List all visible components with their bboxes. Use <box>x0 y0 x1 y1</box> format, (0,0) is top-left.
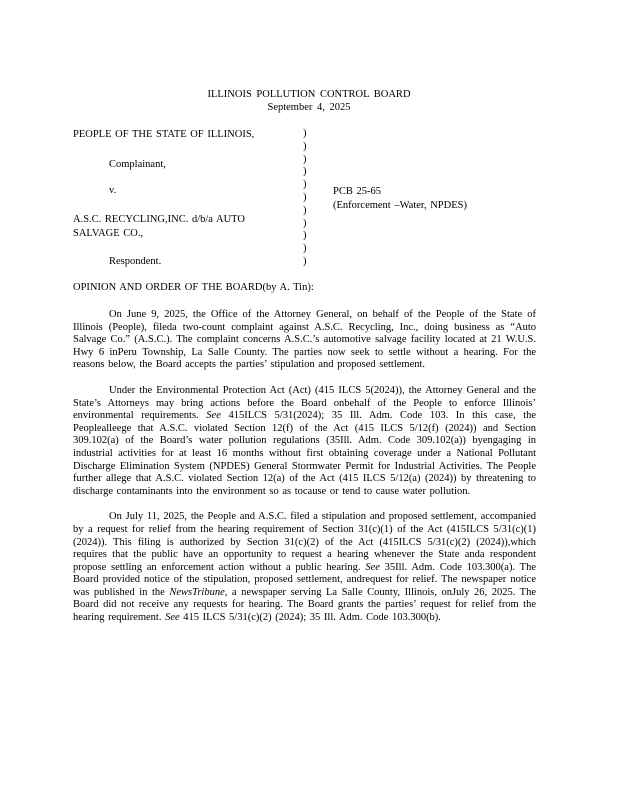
paragraph-3-text-c: , a newspaper serving La Salle County, Illinois, onJuly 26, 2025. The Board did not receive any requests for hearing. The Board grants the parties’ request for relief from the hearing requirement. <box>73 586 537 624</box>
decision-date: September 4, 2025 <box>267 102 351 113</box>
caption-parentheses: ) ) ) ) ) ) ) ) ) ) ) <box>303 128 307 267</box>
citation-signal: See <box>206 410 221 422</box>
case-number: PCB 25-65 <box>333 186 381 197</box>
paragraph-3-text-b: 35Ill. Adm. Code 103.300(a). The Board provided notice of the stipulation, proposed settlement, andrequest for relief. The newspaper notice was published in the <box>73 561 536 598</box>
paragraph-3 <box>73 511 536 624</box>
paragraph-3-text-a: On July 11, 2025, the People and A.S.C. filed a stipulation and proposed settlement, accompanied by a request for relief from the hearing requirement of Section 31(c)(1) of the Act (415ILCS 5/31(c)(1) (2024)). This filing is authorized by Section 31(c)(2) of the Act (415ILCS 5/31(c)(2) (2024)),which requires that the public have an opportunity to request a hearing whenever the State anda respondent propose settling an enforcement action without a public hearing. <box>73 511 536 573</box>
caption-people: PEOPLE OF THE STATE OF ILLINOIS, <box>73 129 255 140</box>
opinion-body <box>73 309 536 638</box>
board-title: ILLINOIS POLLUTION CONTROL BOARD <box>207 89 411 100</box>
opinion-heading: OPINION AND ORDER OF THE BOARD(by A. Tin): <box>73 282 314 293</box>
paragraph-2-text-b: 415ILCS 5/31(2024); 35 Ill. Adm. Code 103. In this case, the Peoplealleege that A.S.C. violated Section 12(f) of the Act (415 ILCS 5/12(f) (2024)) and Section 309.102(a) of the Board’s water pollution regulations (35Ill. Adm. Code 309.102(a)) byengaging in industrial activities for at least 16 months without first obtaining coverage under a National Pollutant Discharge Elimination System (NPDES) General Stormwater Permit for Industrial Activities. The People further allege that A.S.C. violated Section 12(a) of the Act (415 ILCS 5/12(a) (2024)) by threatening to discharge contaminants into the environment so as tocause or tend to cause water pollution. <box>73 410 537 497</box>
case-type: (Enforcement –Water, NPDES) <box>333 200 467 211</box>
paragraph-3-text-d: 415 ILCS 5/31(c)(2) (2024); 35 Ill. Adm. Code 103.300(b). <box>183 612 441 624</box>
caption-respondent-name-line1: A.S.C. RECYCLING,INC. d/b/a AUTO <box>73 214 245 225</box>
paragraph-2 <box>73 385 536 498</box>
newspaper-name: NewsTribune <box>169 586 225 598</box>
citation-signal: See <box>365 561 380 573</box>
paragraph-1: On June 9, 2025, the Office of the Attorney General, on behalf of the People of the State of Illinois (People), fileda two-count complaint against A.S.C. Recycling, Inc., doing business as “Auto Salvage Co.” (A.S.C.). The complaint concerns A.S.C.’s automotive salvage facility located at 21 W.U.S. Hwy 6 inPeru Township, La Salle County. The parties now seek to settle without a hearing. For the reasons below, the Board accepts the parties’ stipulation and proposed settlement. <box>73 309 536 371</box>
caption-respondent: Respondent. <box>109 256 162 267</box>
caption-complainant: Complainant, <box>109 159 166 170</box>
citation-signal: See <box>165 612 180 624</box>
paragraph-2-text-a: Under the Environmental Protection Act (Act) (415 ILCS 5(2024)), the Attorney General and the State’s Attorneys may bring actions before the Board onbehalf of the People to enforce Illinois’ environmental requirements. <box>73 384 536 422</box>
caption-versus: v. <box>109 185 117 196</box>
caption-respondent-name-line2: SALVAGE CO., <box>73 228 144 239</box>
